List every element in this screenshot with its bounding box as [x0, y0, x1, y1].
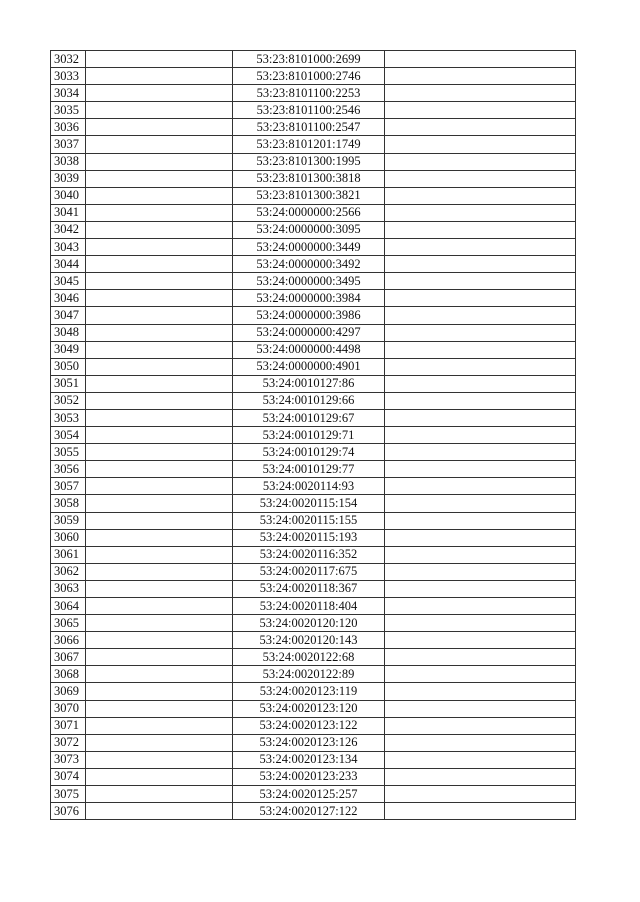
cadastral-number-table: [50, 50, 576, 820]
cadastral-number-cell: 53:24:0000000:4297: [233, 324, 385, 341]
cadastral-number-cell: 53:24:0010129:67: [233, 409, 385, 426]
row-note-cell: [385, 495, 576, 512]
row-number-cell: 3061: [51, 546, 86, 563]
row-name-cell: [86, 803, 233, 820]
row-name-cell: [86, 649, 233, 666]
row-number-cell: 3042: [51, 221, 86, 238]
row-note-cell: [385, 683, 576, 700]
table-row: [51, 717, 576, 734]
row-number-cell: 3037: [51, 136, 86, 153]
row-note-cell: [385, 751, 576, 768]
row-number-cell: 3075: [51, 786, 86, 803]
row-number-cell: 3039: [51, 170, 86, 187]
cadastral-number-cell: 53:24:0020114:93: [233, 478, 385, 495]
row-note-cell: [385, 768, 576, 785]
row-number-cell: 3067: [51, 649, 86, 666]
cadastral-number-cell: 53:24:0020115:193: [233, 529, 385, 546]
row-name-cell: [86, 85, 233, 102]
table-row: [51, 85, 576, 102]
row-name-cell: [86, 666, 233, 683]
row-note-cell: [385, 666, 576, 683]
cadastral-number-cell: 53:24:0010127:86: [233, 375, 385, 392]
cadastral-number-cell: 53:24:0000000:3492: [233, 256, 385, 273]
row-number-cell: 3068: [51, 666, 86, 683]
cadastral-number-cell: 53:24:0020123:233: [233, 768, 385, 785]
row-number-cell: 3048: [51, 324, 86, 341]
row-name-cell: [86, 427, 233, 444]
row-number-cell: 3052: [51, 392, 86, 409]
table-body: [51, 51, 576, 820]
cadastral-number-cell: 53:24:0010129:77: [233, 461, 385, 478]
row-name-cell: [86, 751, 233, 768]
cadastral-number-cell: 53:24:0000000:3095: [233, 221, 385, 238]
cadastral-number-cell: 53:24:0000000:3495: [233, 273, 385, 290]
row-note-cell: [385, 580, 576, 597]
table-row: [51, 546, 576, 563]
table-row: [51, 580, 576, 597]
row-number-cell: 3069: [51, 683, 86, 700]
row-note-cell: [385, 239, 576, 256]
table-row: [51, 751, 576, 768]
cadastral-number-cell: 53:23:8101000:2699: [233, 51, 385, 68]
row-number-cell: 3065: [51, 615, 86, 632]
cadastral-number-cell: 53:23:8101300:3821: [233, 187, 385, 204]
row-number-cell: 3076: [51, 803, 86, 820]
table-row: [51, 68, 576, 85]
row-number-cell: 3053: [51, 409, 86, 426]
row-name-cell: [86, 239, 233, 256]
row-note-cell: [385, 392, 576, 409]
table-row: [51, 427, 576, 444]
row-number-cell: 3033: [51, 68, 86, 85]
table-row: [51, 444, 576, 461]
row-name-cell: [86, 580, 233, 597]
row-note-cell: [385, 307, 576, 324]
cadastral-number-cell: 53:24:0020115:154: [233, 495, 385, 512]
cadastral-number-cell: 53:24:0020122:68: [233, 649, 385, 666]
row-note-cell: [385, 51, 576, 68]
row-name-cell: [86, 546, 233, 563]
row-name-cell: [86, 717, 233, 734]
cadastral-number-cell: 53:24:0000000:3986: [233, 307, 385, 324]
cadastral-number-cell: 53:24:0010129:71: [233, 427, 385, 444]
row-number-cell: 3051: [51, 375, 86, 392]
row-note-cell: [385, 375, 576, 392]
table-row: [51, 409, 576, 426]
row-number-cell: 3046: [51, 290, 86, 307]
row-note-cell: [385, 153, 576, 170]
cadastral-number-cell: 53:24:0000000:4901: [233, 358, 385, 375]
row-name-cell: [86, 734, 233, 751]
row-name-cell: [86, 786, 233, 803]
cadastral-number-cell: 53:24:0020122:89: [233, 666, 385, 683]
cadastral-number-cell: 53:24:0020117:675: [233, 563, 385, 580]
row-number-cell: 3043: [51, 239, 86, 256]
row-number-cell: 3056: [51, 461, 86, 478]
cadastral-number-cell: 53:24:0020120:120: [233, 615, 385, 632]
row-number-cell: 3071: [51, 717, 86, 734]
row-name-cell: [86, 290, 233, 307]
row-number-cell: 3045: [51, 273, 86, 290]
row-name-cell: [86, 324, 233, 341]
row-note-cell: [385, 546, 576, 563]
table-row: [51, 768, 576, 785]
row-note-cell: [385, 187, 576, 204]
cadastral-number-cell: 53:24:0020115:155: [233, 512, 385, 529]
row-name-cell: [86, 221, 233, 238]
row-name-cell: [86, 358, 233, 375]
row-name-cell: [86, 495, 233, 512]
table-row: [51, 683, 576, 700]
row-name-cell: [86, 461, 233, 478]
row-name-cell: [86, 632, 233, 649]
row-note-cell: [385, 85, 576, 102]
cadastral-number-cell: 53:23:8101000:2746: [233, 68, 385, 85]
cadastral-number-cell: 53:24:0020118:367: [233, 580, 385, 597]
row-name-cell: [86, 512, 233, 529]
table-row: [51, 700, 576, 717]
row-note-cell: [385, 598, 576, 615]
row-number-cell: 3044: [51, 256, 86, 273]
row-name-cell: [86, 598, 233, 615]
row-name-cell: [86, 119, 233, 136]
table-row: [51, 187, 576, 204]
row-name-cell: [86, 136, 233, 153]
row-number-cell: 3034: [51, 85, 86, 102]
row-number-cell: 3036: [51, 119, 86, 136]
row-note-cell: [385, 256, 576, 273]
row-note-cell: [385, 632, 576, 649]
row-note-cell: [385, 290, 576, 307]
row-note-cell: [385, 341, 576, 358]
row-number-cell: 3055: [51, 444, 86, 461]
row-note-cell: [385, 478, 576, 495]
row-note-cell: [385, 119, 576, 136]
row-note-cell: [385, 803, 576, 820]
row-name-cell: [86, 170, 233, 187]
row-number-cell: 3070: [51, 700, 86, 717]
row-name-cell: [86, 51, 233, 68]
table-row: [51, 495, 576, 512]
row-note-cell: [385, 221, 576, 238]
table-row: [51, 375, 576, 392]
row-note-cell: [385, 717, 576, 734]
cadastral-number-cell: 53:24:0010129:74: [233, 444, 385, 461]
row-name-cell: [86, 529, 233, 546]
row-name-cell: [86, 187, 233, 204]
table-row: [51, 102, 576, 119]
cadastral-number-cell: 53:23:8101201:1749: [233, 136, 385, 153]
table-row: [51, 461, 576, 478]
row-number-cell: 3049: [51, 341, 86, 358]
cadastral-number-cell: 53:24:0010129:66: [233, 392, 385, 409]
table-row: [51, 392, 576, 409]
table-row: [51, 221, 576, 238]
row-number-cell: 3064: [51, 598, 86, 615]
table-row: [51, 307, 576, 324]
row-name-cell: [86, 563, 233, 580]
table-row: [51, 734, 576, 751]
table-row: [51, 204, 576, 221]
row-number-cell: 3066: [51, 632, 86, 649]
row-number-cell: 3041: [51, 204, 86, 221]
row-note-cell: [385, 427, 576, 444]
table-row: [51, 153, 576, 170]
row-number-cell: 3063: [51, 580, 86, 597]
row-note-cell: [385, 700, 576, 717]
table-row: [51, 170, 576, 187]
cadastral-number-cell: 53:23:8101300:1995: [233, 153, 385, 170]
table-row: [51, 803, 576, 820]
table-row: [51, 786, 576, 803]
cadastral-number-cell: 53:24:0020125:257: [233, 786, 385, 803]
row-name-cell: [86, 768, 233, 785]
table-row: [51, 512, 576, 529]
cadastral-number-cell: 53:24:0020123:134: [233, 751, 385, 768]
table-row: [51, 666, 576, 683]
table-row: [51, 51, 576, 68]
row-note-cell: [385, 786, 576, 803]
row-name-cell: [86, 256, 233, 273]
row-note-cell: [385, 358, 576, 375]
row-note-cell: [385, 649, 576, 666]
row-name-cell: [86, 478, 233, 495]
cadastral-number-cell: 53:24:0020118:404: [233, 598, 385, 615]
row-name-cell: [86, 204, 233, 221]
row-number-cell: 3060: [51, 529, 86, 546]
cadastral-number-cell: 53:23:8101100:2253: [233, 85, 385, 102]
cadastral-number-cell: 53:23:8101300:3818: [233, 170, 385, 187]
cadastral-number-cell: 53:24:0020123:119: [233, 683, 385, 700]
cadastral-number-cell: 53:24:0020123:120: [233, 700, 385, 717]
row-number-cell: 3032: [51, 51, 86, 68]
row-name-cell: [86, 444, 233, 461]
row-note-cell: [385, 324, 576, 341]
row-note-cell: [385, 529, 576, 546]
row-name-cell: [86, 683, 233, 700]
cadastral-number-cell: 53:24:0000000:4498: [233, 341, 385, 358]
row-name-cell: [86, 341, 233, 358]
table-row: [51, 273, 576, 290]
row-number-cell: 3074: [51, 768, 86, 785]
row-note-cell: [385, 170, 576, 187]
row-note-cell: [385, 734, 576, 751]
table-row: [51, 290, 576, 307]
row-note-cell: [385, 273, 576, 290]
row-note-cell: [385, 615, 576, 632]
row-name-cell: [86, 392, 233, 409]
table-row: [51, 119, 576, 136]
row-number-cell: 3050: [51, 358, 86, 375]
row-name-cell: [86, 700, 233, 717]
cadastral-number-cell: 53:24:0000000:3449: [233, 239, 385, 256]
cadastral-number-cell: 53:24:0020116:352: [233, 546, 385, 563]
row-note-cell: [385, 563, 576, 580]
cadastral-number-cell: 53:24:0020123:126: [233, 734, 385, 751]
table-row: [51, 563, 576, 580]
table-row: [51, 615, 576, 632]
row-name-cell: [86, 615, 233, 632]
cadastral-number-cell: 53:23:8101100:2546: [233, 102, 385, 119]
table-row: [51, 598, 576, 615]
table-row: [51, 256, 576, 273]
row-number-cell: 3058: [51, 495, 86, 512]
row-number-cell: 3072: [51, 734, 86, 751]
row-note-cell: [385, 204, 576, 221]
cadastral-number-cell: 53:23:8101100:2547: [233, 119, 385, 136]
row-note-cell: [385, 102, 576, 119]
row-number-cell: 3040: [51, 187, 86, 204]
row-name-cell: [86, 153, 233, 170]
cadastral-number-cell: 53:24:0000000:2566: [233, 204, 385, 221]
row-name-cell: [86, 273, 233, 290]
row-note-cell: [385, 136, 576, 153]
row-name-cell: [86, 307, 233, 324]
row-note-cell: [385, 444, 576, 461]
row-note-cell: [385, 409, 576, 426]
row-name-cell: [86, 102, 233, 119]
row-name-cell: [86, 375, 233, 392]
cadastral-number-cell: 53:24:0000000:3984: [233, 290, 385, 307]
table-row: [51, 478, 576, 495]
cadastral-number-cell: 53:24:0020127:122: [233, 803, 385, 820]
cadastral-number-cell: 53:24:0020123:122: [233, 717, 385, 734]
row-number-cell: 3062: [51, 563, 86, 580]
row-number-cell: 3038: [51, 153, 86, 170]
row-note-cell: [385, 461, 576, 478]
cadastral-number-cell: 53:24:0020120:143: [233, 632, 385, 649]
table-row: [51, 324, 576, 341]
row-number-cell: 3057: [51, 478, 86, 495]
table-row: [51, 649, 576, 666]
table-row: [51, 358, 576, 375]
table-row: [51, 136, 576, 153]
row-name-cell: [86, 68, 233, 85]
table-row: [51, 341, 576, 358]
table-row: [51, 239, 576, 256]
row-number-cell: 3059: [51, 512, 86, 529]
row-number-cell: 3047: [51, 307, 86, 324]
row-number-cell: 3073: [51, 751, 86, 768]
row-name-cell: [86, 409, 233, 426]
row-number-cell: 3035: [51, 102, 86, 119]
table-row: [51, 529, 576, 546]
row-note-cell: [385, 68, 576, 85]
row-note-cell: [385, 512, 576, 529]
table-row: [51, 632, 576, 649]
row-number-cell: 3054: [51, 427, 86, 444]
